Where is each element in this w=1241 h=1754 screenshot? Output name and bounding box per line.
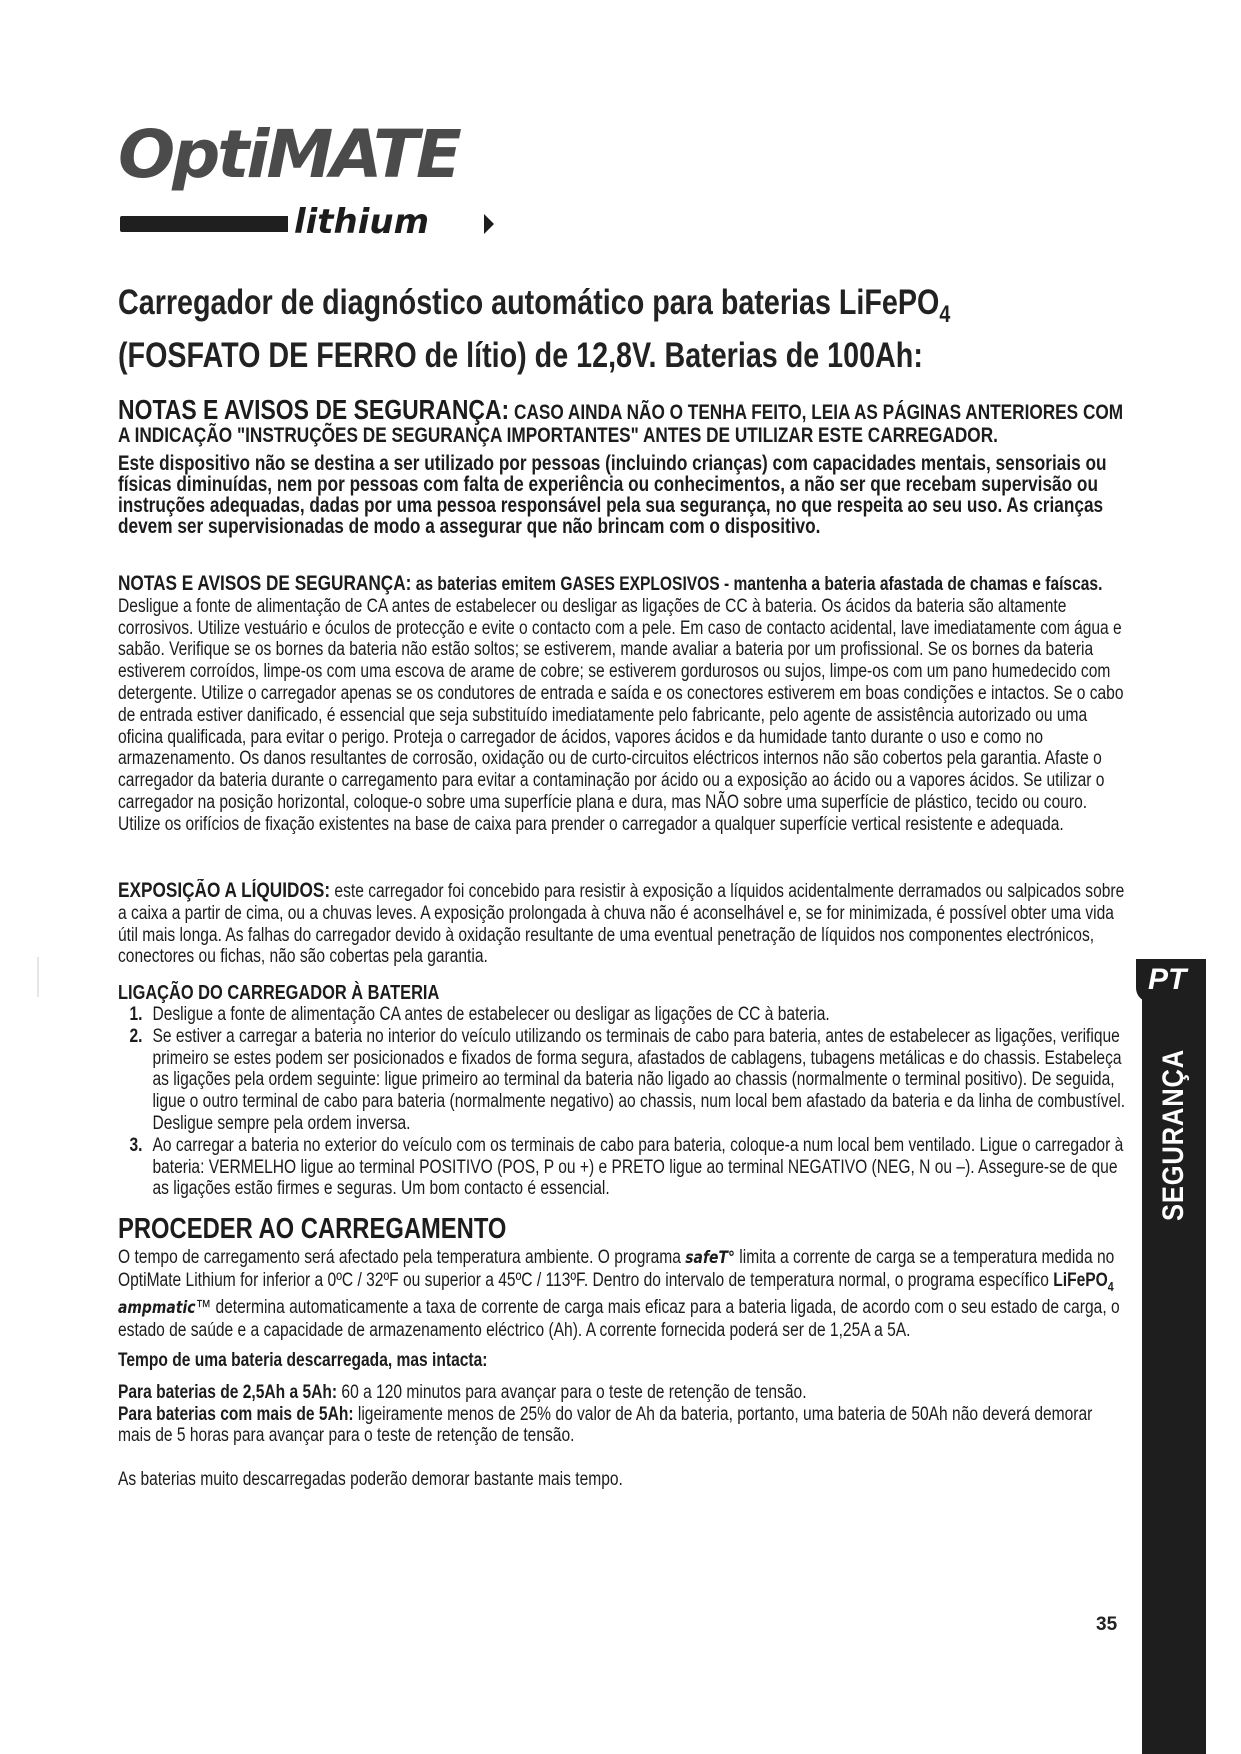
logo-subword: lithium <box>294 202 430 242</box>
step-number: 1. <box>129 1004 143 1025</box>
safety-notice-general <box>118 396 1128 537</box>
page-title <box>118 282 1128 376</box>
charge-text-b: limita a corrente de carga se a temperatura medida no OptiMate Lithium for inferior a 0ºC / 32ºF ou superior a 45ºC / 113ºF. Dentro do intervalo de temperatura normal, o programa específico <box>118 1247 1115 1291</box>
step-number: 2. <box>129 1025 143 1047</box>
safet-brand: safeT° <box>685 1248 735 1268</box>
safety-notice-gases <box>118 573 1128 836</box>
logo-sub-row <box>120 202 520 242</box>
chem-subscript: 4 <box>1107 1278 1114 1294</box>
liquid-exposure-section <box>118 880 1128 968</box>
list-item <box>118 1135 1128 1200</box>
language-label: PT <box>1148 963 1187 996</box>
battery-connection-section <box>118 982 1128 1200</box>
list-item <box>118 1026 1128 1135</box>
charge-paragraph <box>118 1247 1128 1342</box>
charge-line-1-label: Para baterias de 2,5Ah a 5Ah: <box>118 1381 338 1403</box>
charge-line-1 <box>118 1382 1128 1404</box>
safety2-heading: NOTAS E AVISOS DE SEGURANÇA: <box>118 572 412 595</box>
logo-bar <box>120 216 288 232</box>
charging-section <box>118 1213 1128 1491</box>
logo-wordmark: OptiMATE <box>118 116 459 193</box>
liquids-heading: EXPOSIÇÃO A LÍQUIDOS: <box>118 879 331 902</box>
list-item <box>118 1004 1128 1026</box>
section-label: SEGURANÇA <box>1157 1048 1190 1222</box>
safety1-heading-rest: CASO AINDA NÃO O TENHA FEITO, LEIA AS PÁGINAS ANTERIORES COM A INDICAÇÃO "INSTRUÇÕES DE SEGURANÇA IMPORTANTES" ANTES DE UTILIZAR ESTE CARREGADOR. <box>118 401 1124 447</box>
connect-steps-list <box>118 1004 1128 1200</box>
charge-line-1-text: 60 a 120 minutos para avançar para o teste de retenção de tensão. <box>337 1381 807 1403</box>
safety2-bold-warning: as baterias emitem GASES EXPLOSIVOS - mantenha a bateria afastada de chamas e faíscas. <box>415 574 1103 595</box>
title-subscript: 4 <box>939 301 951 328</box>
step-number: 3. <box>129 1134 143 1156</box>
optimate-lithium-logo <box>118 116 518 242</box>
charge-text-c: determina automaticamente a taxa de corrente de carga mais eficaz para a bateria ligada, de acordo com o seu estado de carga, o estado de saúde e a capacidade de armazenamento eléctrico (Ah). A corrente fornecida poderá ser de 1,25A a 5A. <box>118 1297 1120 1342</box>
charge-heading: PROCEDER AO CARREGAMENTO <box>118 1213 507 1245</box>
charge-text-a: O tempo de carregamento será afectado pela temperatura ambiente. O programa <box>118 1247 686 1268</box>
margin-divider <box>37 957 39 997</box>
charge-final-note: As baterias muito descarregadas poderão demorar bastante mais tempo. <box>118 1469 623 1491</box>
step-text: Desligue a fonte de alimentação CA antes de estabelecer ou desligar as ligações de CC à bateria. <box>152 1004 830 1025</box>
liquids-text: este carregador foi concebido para resistir à exposição a líquidos acidentalmente derramados ou salpicados sobre a caixa a partir de cima, ou a chuvas leves. A exposição prolongada à chuva não é aconselhável e, se for minimizada, é possível obter uma vida útil mais longa. As falhas do carregador devido à oxidação resultante de uma eventual penetração de líquidos nos componentes electrónicos, conectores ou fichas, não são cobertas pela garantia. <box>118 881 1125 968</box>
page-number: 35 <box>1096 1614 1118 1635</box>
step-text: Se estiver a carregar a bateria no interior do veículo utilizando os terminais de cabo para bateria, antes de estabelecer as ligações, verifique primeiro se estes podem ser posicionados e fixados de forma segura, afastados de cablagens, tubagens metálicas e do chassis. Estabeleça as ligações pela ordem seguinte: ligue primeiro ao terminal da bateria não ligado ao chassis (normalmente o terminal positivo). De seguida, ligue o outro terminal de cabo para bateria (normalmente negativo) ao chassis, num local bem afastado da bateria e da linha de combustível. Desligue sempre pela ordem inversa. <box>152 1025 1126 1134</box>
charge-line-2 <box>118 1404 1128 1448</box>
step-text: Ao carregar a bateria no exterior do veículo com os terminais de cabo para bateria, coloque-a num local bem ventilado. Ligue o carregador à bateria: VERMELHO ligue ao terminal POSITIVO (POS, P ou +) e PRETO ligue ao terminal NEGATIVO (NEG, N ou –). Assegure-se de que as ligações estão firmes e seguras. Um bom contacto é essencial. <box>152 1134 1124 1200</box>
connect-heading: LIGAÇÃO DO CARREGADOR À BATERIA <box>118 982 440 1004</box>
charge-line-2-text: ligeiramente menos de 25% do valor de Ah da bateria, portanto, uma bateria de 50Ah não deverá demorar mais de 5 horas para avançar para o teste de retenção de tensão. <box>118 1403 1093 1447</box>
chem-label: LiFePO <box>1053 1269 1108 1291</box>
ampmatic-brand: ampmatic <box>118 1298 196 1319</box>
safety1-heading: NOTAS E AVISOS DE SEGURANÇA: <box>118 394 510 425</box>
charge-subheading: Tempo de uma bateria descarregada, mas intacta: <box>118 1349 488 1371</box>
safety1-body: Este dispositivo não se destina a ser utilizado por pessoas (incluindo crianças) com capacidades mentais, sensoriais ou físicas diminuídas, nem por pessoas com falta de experiência ou conhecimentos, a não ser que recebam supervisão ou instruções adequadas, dadas por uma pessoa responsável pela sua segurança, no que respeita ao seu uso. As crianças devem ser supervisionadas de modo a assegurar que não brincam com o dispositivo. <box>118 452 1107 538</box>
title-line-2: (FOSFATO DE FERRO de lítio) de 12,8V. Baterias de 100Ah: <box>118 336 923 375</box>
logo-arrow-icon <box>484 214 494 234</box>
language-tab <box>1136 959 1206 1002</box>
title-line-1: Carregador de diagnóstico automático para baterias LiFePO <box>118 283 940 322</box>
safety2-text: Desligue a fonte de alimentação de CA antes de estabelecer ou desligar as ligações de CC à bateria. Os ácidos da bateria são altamente corrosivos. Utilize vestuário e óculos de protecção e evite o contacto com a pele. Em caso de contacto acidental, lave imediatamente com água e sabão. Verifique se os bornes da bateria não estão soltos; se estiverem, mande avaliar a bateria por um profissional. Se os bornes da bateria estiverem corroídos, limpe-os com uma escova de arame de cobre; se estiverem gordurosos ou sujos, limpe-os com um pano humedecido com detergente. Utilize o carregador apenas se os condutores de entrada e saída e os conectores estiverem em boas condições e intactos. Se o cabo de entrada estiver danificado, é essencial que seja substituído imediatamente pelo fabricante, pelo agente de assistência autorizado ou uma oficina qualificada, para evitar o perigo. Proteja o carregador de ácidos, vapores ácidos e da humidade tanto durante o uso e como no armazenamento. Os danos resultantes de corrosão, oxidação ou de curto-circuitos eléctricos internos não são cobertos pela garantia. Afaste o carregador da bateria durante o carregamento para evitar a contaminação por ácido ou a exposição ao ácido ou a vapores ácidos. Se utilizar o carregador na posição horizontal, coloque-o sobre uma superfície plana e dura, mas NÃO sobre uma superfície de plástico, tecido ou couro. Utilize os orifícios de fixação existentes na base de caixa para prender o carregador a qualquer superfície vertical resistente e adequada. <box>118 595 1124 835</box>
charge-line-2-label: Para baterias com mais de 5Ah: <box>118 1403 354 1425</box>
trademark: ™ <box>195 1297 212 1319</box>
